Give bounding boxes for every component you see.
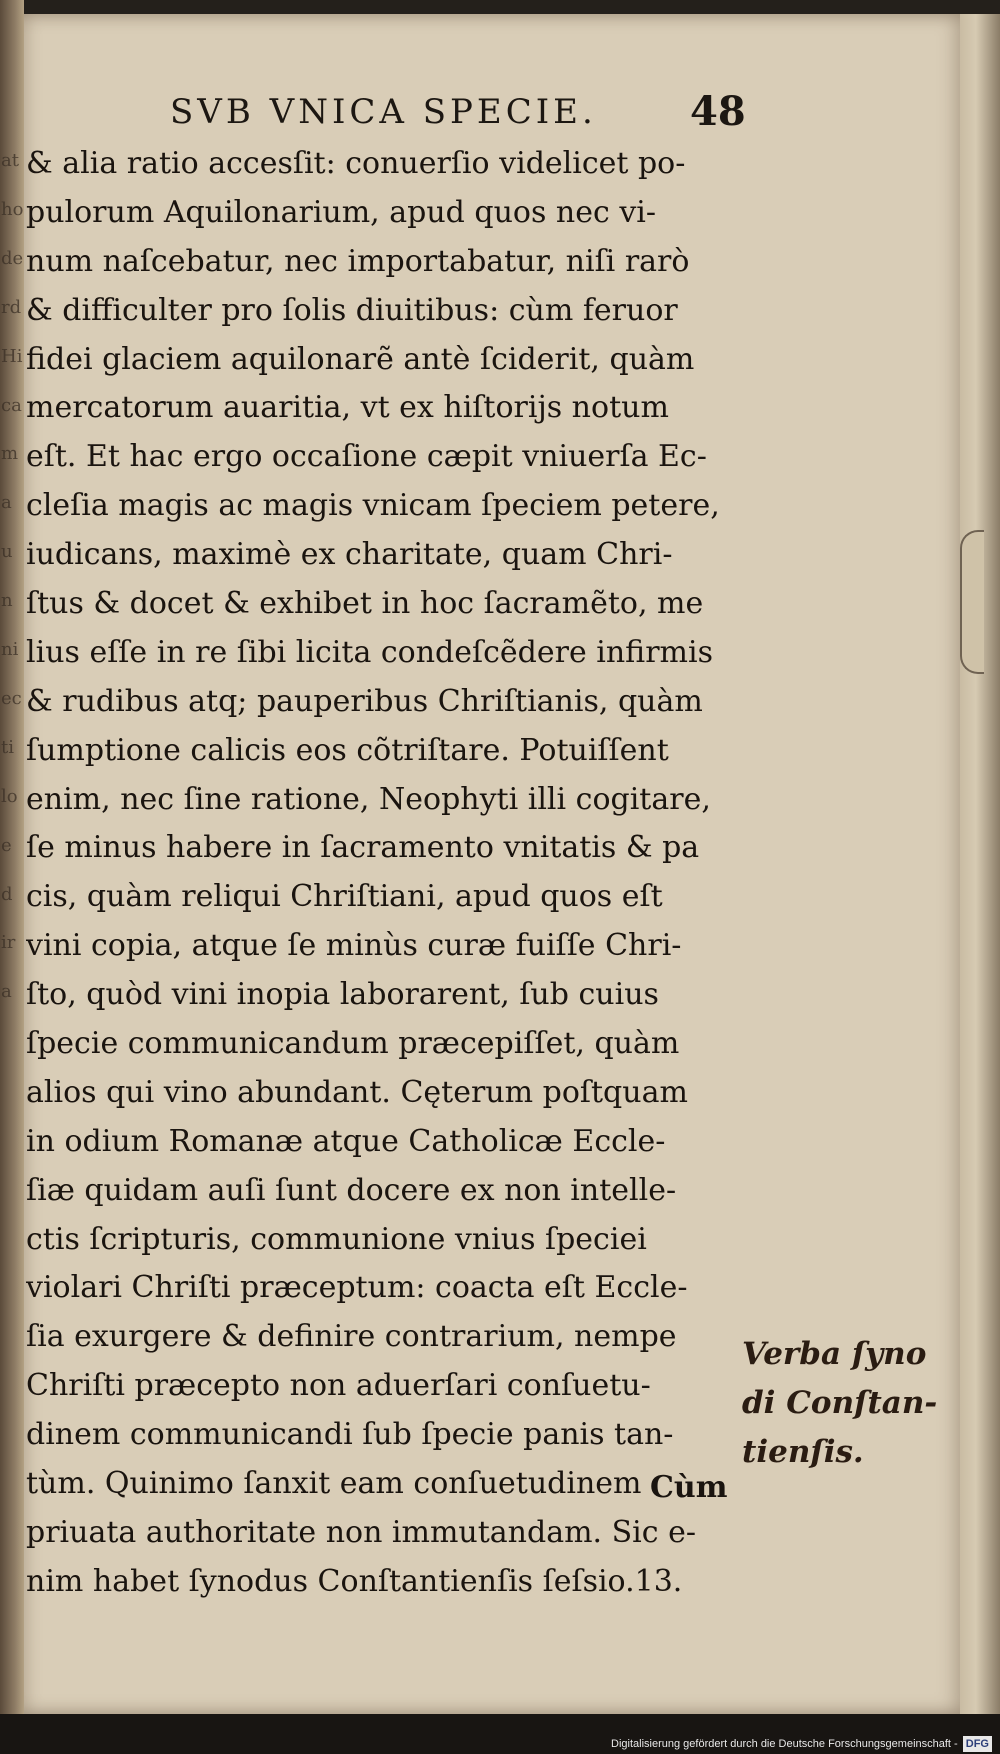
gutter-fragment: ti <box>1 736 14 758</box>
page-tab-notch <box>960 530 984 674</box>
text-line: dinem communicandi ſub ſpecie panis tan- <box>26 1417 674 1453</box>
text-line: cis, quàm reliqui Chriſtiani, apud quos eſt <box>26 879 663 915</box>
gutter-fragment: a <box>1 981 12 1003</box>
text-line: ſia exurgere & definire contrarium, nempe <box>26 1319 677 1355</box>
text-line: & rudibus atq; pauperibus Chriſtianis, quàm <box>26 683 703 719</box>
text-line: num naſcebatur, nec importabatur, niſi rarò <box>26 243 690 279</box>
folio-number: 48 <box>690 88 746 135</box>
gutter-fragment: lo <box>1 785 18 807</box>
text-line: ſpecie communicandum præcepiſſet, quàm <box>26 1026 680 1062</box>
marginal-note <box>742 1330 938 1477</box>
gutter-fragment: ni <box>1 639 19 660</box>
text-line: ſiæ quidam auſi ſunt docere ex non intelle- <box>26 1172 677 1208</box>
text-line: & alia ratio accesſit: conuerſio videlicet po- <box>26 146 686 181</box>
running-header: SVB VNICA SPECIE. <box>170 92 597 132</box>
scan-top-border <box>0 0 1000 14</box>
text-line: nim habet ſynodus Conſtantienſis ſeſsio.13. <box>26 1563 683 1599</box>
text-line: in odium Romanæ atque Catholicæ Eccle- <box>26 1123 666 1159</box>
text-line: priuata authoritate non immutandam. Sic e- <box>26 1514 696 1550</box>
facing-page-gutter <box>0 150 22 1150</box>
text-line: ſto, quòd vini inopia laborarent, ſub cuius <box>26 977 659 1013</box>
text-line: fidei glaciem aquilonarẽ antè ſciderit, quàm <box>26 341 695 377</box>
marginal-note-line: Verba ſyno <box>742 1336 927 1372</box>
gutter-fragment: e <box>1 834 12 856</box>
credit-text: Digitalisierung gefördert durch die Deutsche Forschungsgemeinschaft - <box>611 1738 958 1750</box>
gutter-fragment: u <box>1 541 13 563</box>
gutter-fragment: ca <box>1 394 22 416</box>
text-line: enim, nec ſine ratione, Neophyti illi cogitare, <box>26 781 711 817</box>
gutter-fragment: d <box>1 883 13 905</box>
gutter-fragment: ec <box>1 687 22 709</box>
gutter-fragment: a <box>1 492 12 514</box>
text-line: & difficulter pro ſolis diuitibus: cùm feruor <box>26 292 678 328</box>
text-line: pulorum Aquilonarium, apud quos nec vi- <box>26 194 657 230</box>
text-line: Chriſti præcepto non aduerſari conſuetu- <box>26 1368 651 1404</box>
text-line: lius eſſe in re ſibi licita condeſcẽdere infirmis <box>26 634 713 670</box>
text-line: alios qui vino abundant. Cęterum poſtquam <box>26 1074 688 1110</box>
text-line: mercatorum auaritia, vt ex hiſtorijs notum <box>26 390 669 426</box>
page-fore-edge <box>960 14 1000 1714</box>
marginal-note-line: tienſis. <box>742 1433 864 1470</box>
text-line: ctis ſcripturis, communione vnius ſpeciei <box>26 1221 647 1257</box>
gutter-fragment: n <box>1 590 13 612</box>
text-line: tùm. Quinimo ſanxit eam conſuetudinem <box>26 1466 642 1502</box>
text-line: iudicans, maximè ex charitate, quam Chri- <box>26 537 673 573</box>
dfg-logo: DFG <box>963 1736 992 1752</box>
gutter-fragment: ho <box>1 198 24 220</box>
gutter-fragment: at <box>1 150 19 171</box>
text-line: ſtus & docet & exhibet in hoc ſacramẽto, me <box>26 586 704 622</box>
body-text <box>26 140 746 1607</box>
text-line: ſe minus habere in ſacramento vnitatis & pa <box>26 830 700 866</box>
gutter-fragment: ir <box>1 932 16 954</box>
catchword: Cùm <box>650 1470 728 1505</box>
gutter-fragment: Hi <box>1 345 23 367</box>
marginal-note-line: di Conſtan- <box>742 1384 938 1421</box>
gutter-fragment: m <box>1 443 19 465</box>
text-line: cleſia magis ac magis vnicam ſpeciem petere, <box>26 488 720 524</box>
text-line: ſumptione calicis eos cõtriſtare. Potuiſſent <box>26 732 669 768</box>
text-line: violari Chriſti præceptum: coacta eſt Eccle- <box>26 1270 688 1306</box>
gutter-fragment: rd <box>1 296 22 318</box>
text-line: vini copia, atque ſe minùs curæ fuiſſe Chri- <box>26 928 682 964</box>
digitization-credit <box>598 1736 992 1752</box>
text-line: eſt. Et hac ergo occaſione cæpit vniuerſa Ec- <box>26 439 707 475</box>
gutter-fragment: de <box>1 247 24 269</box>
